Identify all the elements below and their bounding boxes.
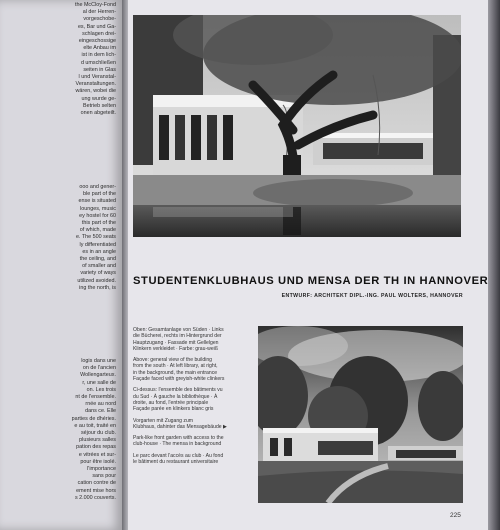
body-text-line: pour être isolé. — [80, 458, 116, 465]
body-text-line: parties de dhéries. — [71, 415, 116, 422]
caption-block — [133, 387, 251, 412]
page-edge-shadow — [488, 0, 500, 530]
body-text-line: on de l'ancien — [82, 365, 116, 372]
body-text-line: ble part of the — [83, 191, 116, 198]
body-text-line: utilized avoided. — [77, 277, 116, 284]
body-text-line: pation des repas — [76, 444, 116, 451]
caption-line: club-house · The mensa in background — [133, 441, 222, 448]
body-text-line: e. The 500 seats — [75, 234, 116, 241]
caption-line: Park-like front garden with access to the — [133, 435, 224, 442]
caption-line: Klinkern verkleidet · Farbe: grau-weiß — [133, 345, 218, 352]
body-text-line: es in an angle — [82, 248, 116, 255]
left-text-column-french — [2, 358, 116, 502]
body-text-line: this part of the — [81, 220, 116, 227]
body-text-line: ung wurde ge- — [81, 95, 116, 102]
body-text-line: Betrieb selten — [83, 102, 116, 109]
body-text-line: l und Veranstal- — [78, 74, 116, 81]
body-text-line: al der Herren- — [82, 9, 116, 16]
body-text-line: schlagen drei- — [82, 30, 116, 37]
body-text-line: of smaller and — [82, 263, 116, 270]
body-text-line: cation contre de — [77, 480, 116, 487]
body-text-line: ly differentiated — [79, 241, 116, 248]
body-text-line: Wollengarteux. — [80, 372, 116, 379]
body-text-line: nt de l'ensemble. — [75, 394, 116, 401]
body-text-line: e vitrées et sur- — [78, 451, 116, 458]
caption-line: le bâtiment du restaurant universitaire — [133, 459, 219, 466]
photo-captions — [133, 327, 251, 470]
caption-block — [133, 453, 251, 466]
body-text-line: logis dans une — [81, 358, 116, 364]
body-text-line: es, Bar und Ga- — [77, 23, 116, 30]
body-text-line: wären, wobei die — [75, 88, 116, 95]
caption-line: Le parc devant l'accès au club · Au fond — [133, 452, 224, 459]
body-text-line: rnée au nord — [85, 401, 116, 408]
caption-line: Façade parée en klinkers blanc gris — [133, 406, 214, 413]
body-text-line: onen abgeteilt. — [80, 110, 116, 117]
article-headline: STUDENTENKLUBHAUS UND MENSA DER TH IN HANNOVER — [133, 275, 489, 287]
body-text-line: l'importance — [87, 466, 116, 473]
body-text-line: ey hostel for 60 — [79, 212, 116, 219]
left-text-column-english — [2, 184, 116, 292]
body-text-line: seiten in Glas — [83, 66, 116, 73]
caption-line: Oben: Gesamtanlage von Süden · Links — [133, 327, 224, 333]
body-text-line: elte Anbau im — [83, 45, 116, 52]
body-text-line: the McCloy-Fond — [74, 2, 116, 8]
caption-block — [133, 357, 251, 382]
body-text-line: of which, made — [79, 227, 116, 234]
body-text-line: e au toit, traité en — [74, 422, 116, 429]
caption-line: du Sud · À gauche la bibliothèque · À — [133, 393, 218, 400]
caption-line: Façade faced with greyish-white clinkers — [133, 376, 225, 383]
body-text-line: variety of ways — [80, 270, 116, 277]
body-text-line: sans pour — [92, 473, 116, 480]
body-text-line: d umschließen — [80, 59, 116, 66]
body-text-line: plusieurs salles — [79, 437, 116, 444]
body-text-line: séjour du club. — [80, 430, 116, 437]
caption-line: Ci-dessus: l'ensemble des bâtiments vu — [133, 387, 223, 394]
page-number: 225 — [450, 512, 461, 519]
body-text-line: ooo and gener- — [79, 184, 116, 190]
caption-line: Above: general view of the building — [133, 357, 213, 364]
caption-line: in the background, the main entrance — [133, 369, 218, 376]
architect-credit: ENTWURF: ARCHITEKT DIPL.-ING. PAUL WOLTERS, HANNOVER — [281, 293, 463, 299]
body-text-line: dans ce. Elle — [85, 408, 116, 415]
body-text-line: r, une salle de — [82, 379, 116, 386]
body-text-line: ing the north, is — [79, 284, 116, 291]
bottom-photo-garden-and-mensa — [258, 326, 463, 503]
body-text-line: the ceiling, and — [79, 256, 116, 263]
left-page — [0, 0, 122, 530]
caption-line: from the south · At left library, at right, — [133, 363, 218, 370]
caption-line: droite, au fond, l'entrée principale — [133, 399, 209, 406]
body-text-line: lounges, music — [80, 205, 116, 212]
caption-block — [133, 418, 251, 431]
caption-line: Klubhaus, dahinter das Mensagebäude ▶ — [133, 423, 227, 430]
body-text-line: ement mise hors — [76, 487, 116, 494]
body-text-line: eingeschossige — [78, 38, 116, 45]
caption-line: Hauptzugang · Fassade mit Gellelgen — [133, 339, 219, 346]
caption-line: Vorgarten mit Zugang zum — [133, 417, 194, 424]
body-text-line: Veranstaltungen. — [75, 81, 116, 88]
caption-block — [133, 435, 251, 448]
body-text-line: s 2.000 couverts. — [74, 494, 116, 501]
body-text-line: ense is situated — [78, 198, 116, 205]
body-text-line: vorgeschobe- — [83, 16, 116, 23]
body-text-line: ist in dem lich- — [81, 52, 116, 59]
body-text-line: on. Les trois — [86, 386, 116, 393]
top-photo-building-with-tree — [133, 15, 461, 237]
caption-line: die Bücherei, rechts im Hintergrund der — [133, 333, 222, 340]
caption-block — [133, 327, 251, 352]
left-text-column-german — [2, 2, 116, 117]
